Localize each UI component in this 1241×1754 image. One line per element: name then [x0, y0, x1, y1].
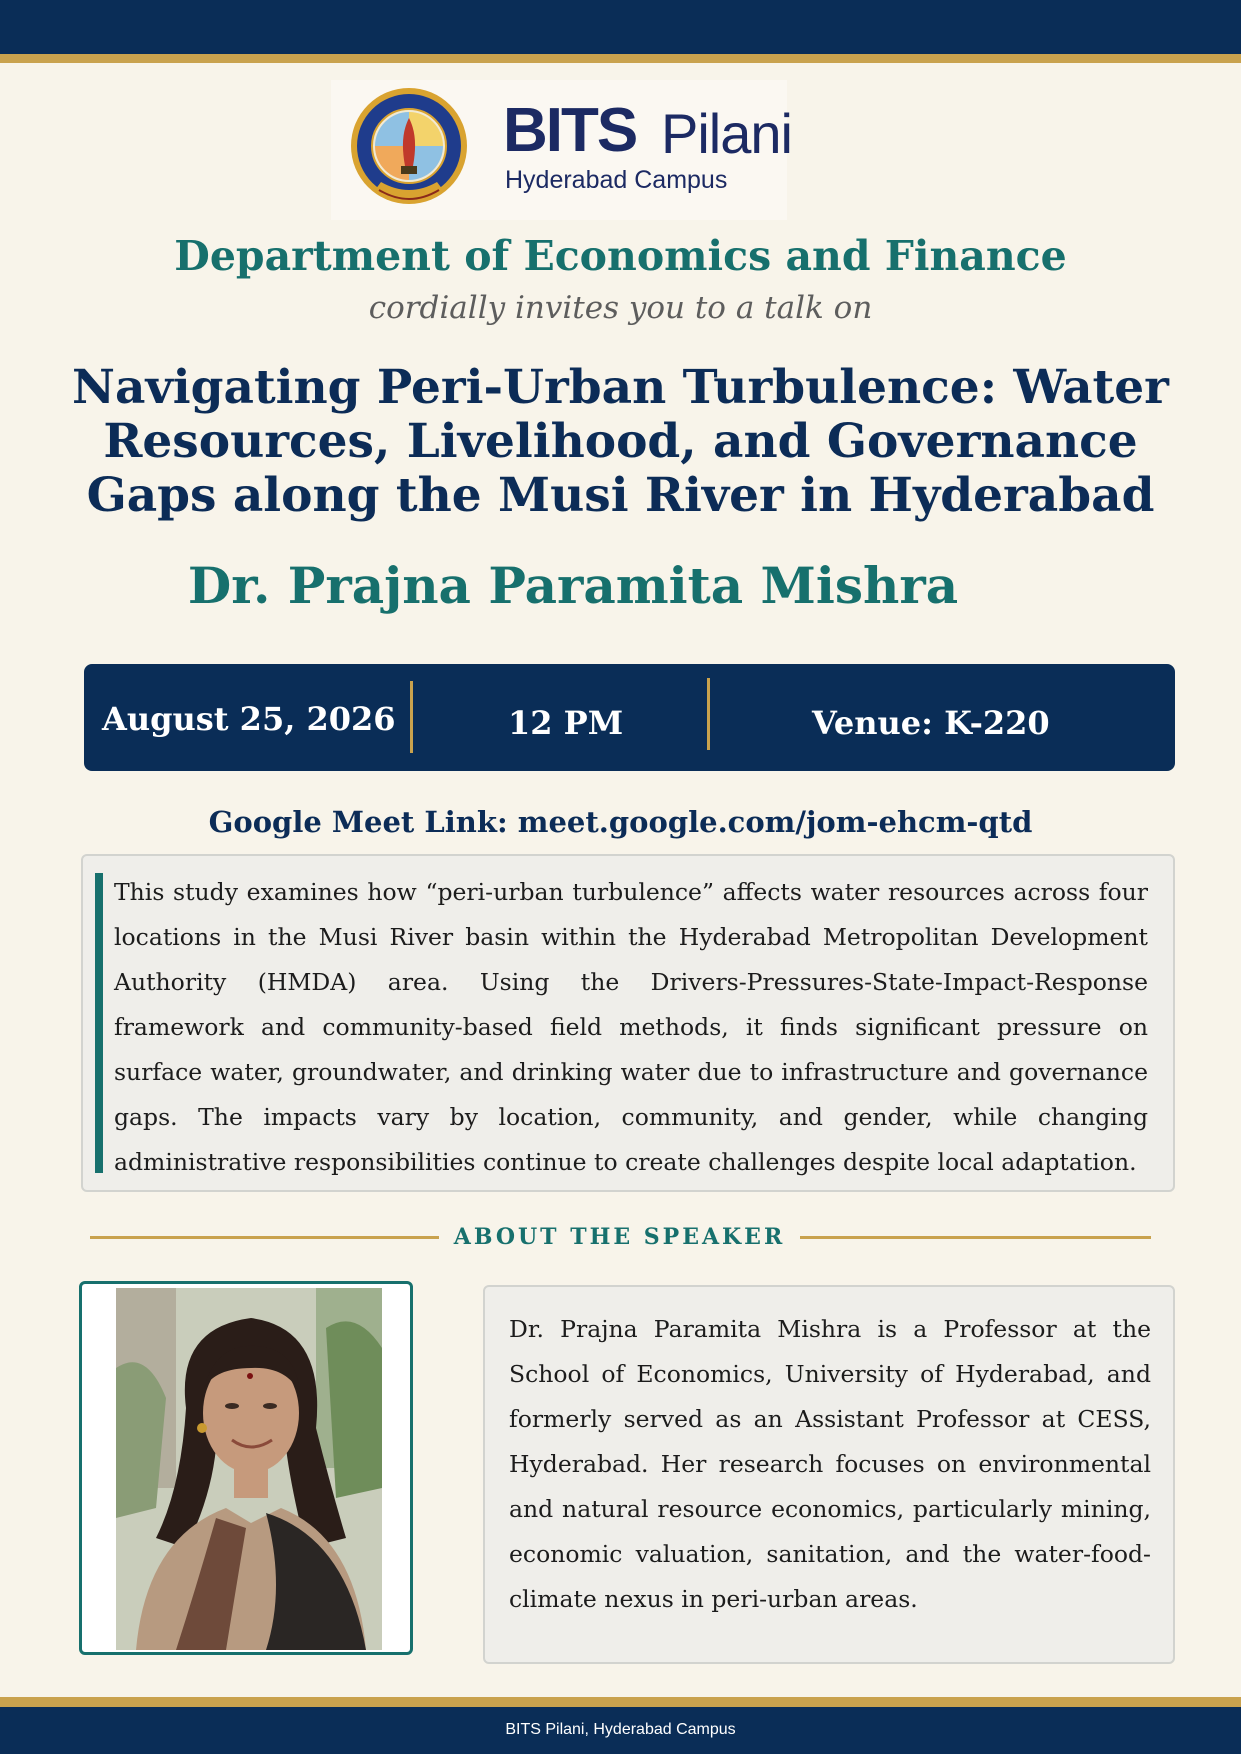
- bits-logo: [331, 80, 792, 220]
- footer-bar: [0, 1707, 1241, 1754]
- about-divider-left: [90, 1236, 439, 1239]
- event-date: August 25, 2026: [102, 700, 396, 738]
- speaker-photo-frame: [79, 1281, 413, 1655]
- abstract-text: This study examines how “peri-urban turbulence” affects water resources across four locations in the Musi River basin within the Hyderabad Metropolitan Development Authority (HMDA) area. Using the Drivers-Pressures-State-Impact-Response framework and community-based field methods, it finds significant pressure on surface water, groundwater, and drinking water due to infrastructure and governance gaps. The impacts vary by location, community, and gender, while changing administrative responsibilities continue to create challenges despite local adaptation.: [114, 878, 1148, 1176]
- speaker-bio-text: Dr. Prajna Paramita Mishra is a Professor at the School of Economics, University of Hyderabad, and formerly served as an Assistant Professor at CESS, Hyderabad. Her research focuses on environmental and natural resource economics, particularly mining, economic valuation, sanitation, and the water-food-climate nexus in peri-urban areas.: [509, 1315, 1151, 1613]
- abstract-panel: [81, 854, 1175, 1192]
- info-divider: [707, 678, 710, 750]
- department-heading: Department of Economics and Finance: [174, 232, 1067, 280]
- event-venue: Venue: K-220: [812, 704, 1050, 742]
- top-gold-stripe: [0, 54, 1241, 63]
- google-meet-link[interactable]: Google Meet Link: meet.google.com/jom-ehcm-qtd: [208, 805, 1033, 839]
- speaker-portrait-photo: [116, 1288, 382, 1650]
- bits-pilani-seal-icon: [345, 86, 473, 214]
- footer-text: BITS Pilani, Hyderabad Campus: [505, 1721, 736, 1738]
- event-info-bar: [84, 664, 1175, 771]
- event-time: 12 PM: [508, 704, 624, 742]
- speaker-bio-panel: [483, 1285, 1175, 1664]
- logo-campus-label: Hyderabad Campus: [505, 166, 728, 194]
- invite-line: cordially invites you to a talk on: [368, 290, 873, 326]
- logo-brand-pilani: Pilani: [661, 102, 792, 165]
- abstract-accent-bar: [95, 873, 103, 1173]
- speaker-name: Dr. Prajna Paramita Mishra: [187, 556, 959, 615]
- talk-title: Navigating Peri-Urban Turbulence: Water Resources, Livelihood, and Governance Gaps along the Musi River in Hyderabad: [72, 360, 1169, 523]
- about-speaker-heading: ABOUT THE SPEAKER: [453, 1224, 786, 1250]
- info-divider: [410, 681, 413, 753]
- logo-brand-bits: BITS: [503, 96, 637, 165]
- top-banner-bar: [0, 0, 1241, 54]
- about-divider-right: [800, 1236, 1151, 1239]
- bottom-gold-stripe: [0, 1697, 1241, 1707]
